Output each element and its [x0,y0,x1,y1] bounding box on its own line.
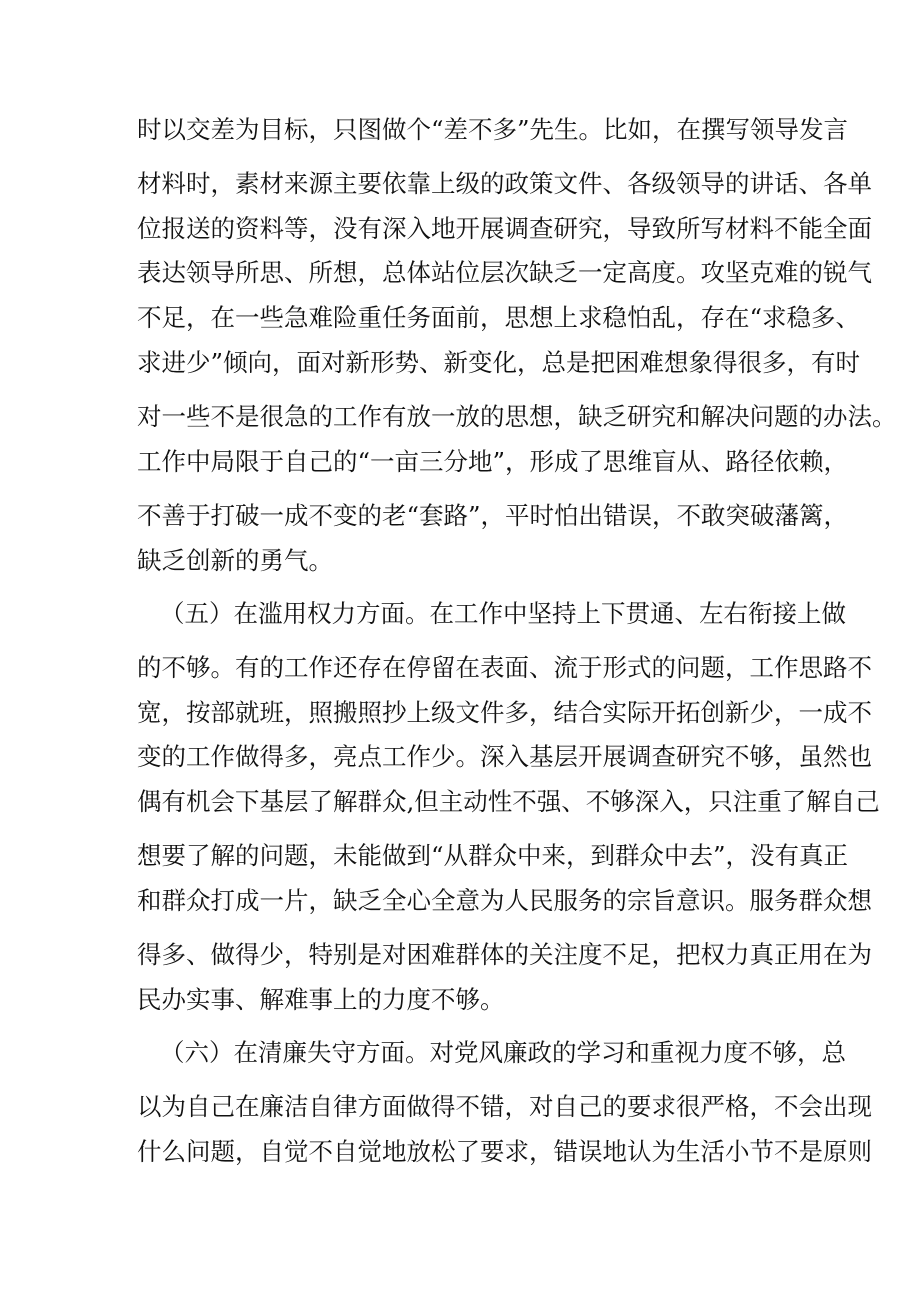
text-line: 想要了解的问题，未能做到“从群众中来，到群众中去”，没有真正 [137,841,849,870]
text-line: 变的工作做得多，亮点工作少。深入基层开展调查研究不够，虽然也 [137,742,872,771]
text-line: 不善于打破一成不变的老“套路”，平时怕出错误，不敢突破藩篱， [137,501,849,530]
section-heading-line: （五）在滥用权力方面。在工作中坚持上下贯通、左右衔接上做 [160,599,846,628]
text-line: 缺乏创新的勇气。 [137,546,333,575]
text-line: 不足，在一些急难险重任务面前，思想上求稳怕乱，存在“求稳多、 [137,303,861,332]
text-line: 得多、做得少，特别是对困难群体的关注度不足，把权力真正用在为 [137,940,872,969]
text-line: 什么问题，自觉不自觉地放松了要求，错误地认为生活小节不是原则 [137,1137,872,1166]
text-line: 工作中局限于自己的“一亩三分地”，形成了思维盲从、路径依赖， [137,447,849,476]
text-line: 求进少”倾向，面对新形势、新变化，总是把困难想象得很多，有时 [137,348,861,377]
text-line: 偶有机会下基层了解群众,但主动性不强、不够深入，只注重了解自己 [137,787,880,816]
text-line: 时以交差为目标，只图做个“差不多”先生。比如，在撰写领导发言 [137,115,849,144]
text-line: 位报送的资料等，没有深入地开展调查研究，导致所写材料不能全面 [137,214,872,243]
text-line: 对一些不是很急的工作有放一放的思想，缺乏研究和解决问题的办法。 [137,402,897,431]
section-heading-line: （六）在清廉失守方面。对党风廉政的学习和重视力度不够，总 [160,1038,846,1067]
text-line: 和群众打成一片，缺乏全心全意为人民服务的宗旨意识。服务群众想 [137,886,872,915]
text-line: 民办实事、解难事上的力度不够。 [137,985,505,1014]
text-line: 表达领导所思、所想，总体站位层次缺乏一定高度。攻坚克难的锐气 [137,258,872,287]
text-line: 材料时，素材来源主要依靠上级的政策文件、各级领导的讲话、各单 [137,169,872,198]
text-line: 的不够。有的工作还存在停留在表面、流于形式的问题，工作思路不 [137,653,872,682]
text-line: 以为自己在廉洁自律方面做得不错，对自己的要求很严格，不会出现 [137,1092,872,1121]
text-line: 宽，按部就班，照搬照抄上级文件多，结合实际开拓创新少，一成不 [137,698,872,727]
